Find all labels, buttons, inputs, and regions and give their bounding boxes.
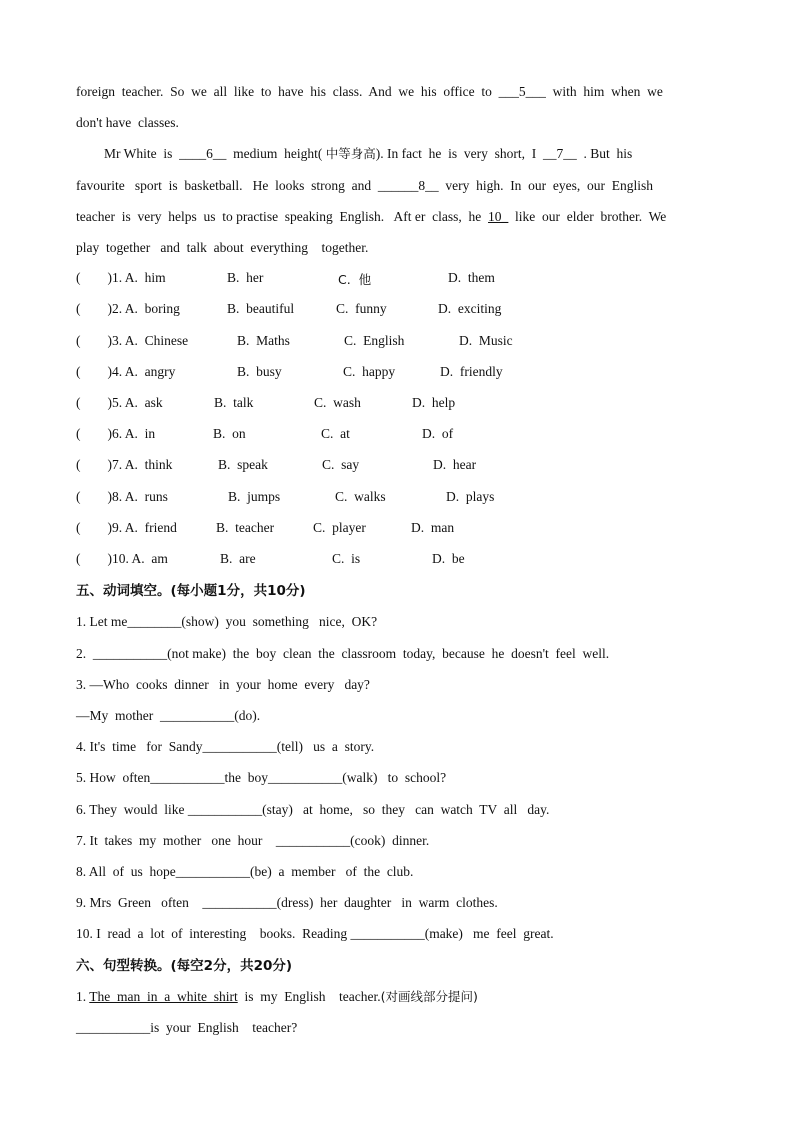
- choice-10-a: ( )10. A. am: [76, 551, 168, 566]
- section-5-item: 9. Mrs Green often ___________(dress) her daughter in warm clothes.: [76, 895, 498, 910]
- choice-5-c: C. wash: [314, 395, 361, 410]
- choice-9-d: D. man: [411, 520, 455, 535]
- passage-text: like our elder brother. We: [508, 209, 667, 224]
- choice-6-d: D. of: [422, 426, 454, 441]
- section-5-item: 4. It's time for Sandy___________(tell) us a story.: [76, 739, 375, 754]
- choice-6-c: C. at: [321, 426, 350, 441]
- passage-text: teacher is very helps us to practise speaking English. Aft er class, he: [76, 209, 489, 224]
- passage-line-5: [76, 208, 666, 226]
- blank-10: 10_: [488, 209, 509, 224]
- choice-4-b: B. busy: [237, 364, 282, 379]
- choice-8-a: ( )8. A. runs: [76, 489, 168, 504]
- choice-1-b: B. her: [227, 270, 264, 285]
- choice-9-c: C. player: [313, 520, 366, 535]
- section-5-item: 2. ___________(not make) the boy clean the classroom today, because he doesn't feel well.: [76, 646, 610, 661]
- choice-2-b: B. beautiful: [227, 301, 295, 316]
- passage-line-4: [76, 177, 653, 195]
- choice-9-b: B. teacher: [216, 520, 275, 535]
- passage-text: medium height(: [226, 146, 326, 161]
- blank-5: ___5___: [498, 84, 546, 99]
- section-5-item: 7. It takes my mother one hour ___________(cook) dinner.: [76, 833, 430, 848]
- choice-2-d: D. exciting: [438, 301, 502, 316]
- passage-text: Mr White is: [104, 146, 180, 161]
- section-5-item: 6. They would like ___________(stay) at home, so they can watch TV all day.: [76, 802, 550, 817]
- choice-4-d: D. friendly: [440, 364, 503, 379]
- choice-10-d: D. be: [432, 551, 465, 566]
- choice-9-a: ( )9. A. friend: [76, 520, 177, 535]
- section-6-answer-1: ___________is your English teacher?: [76, 1020, 298, 1035]
- blank-8: ______8__: [377, 178, 439, 193]
- choice-4-c: C. happy: [343, 364, 396, 379]
- section-5-heading: 五、动词填空。(每小题1分，共10分): [76, 583, 306, 599]
- section-5-item: 1. Let me________(show) you something nice, OK?: [76, 614, 378, 629]
- choice-7-c: C. say: [322, 457, 360, 472]
- choice-4-a: ( )4. A. angry: [76, 364, 176, 379]
- passage-text: favourite sport is basketball. He looks strong and: [76, 178, 378, 193]
- choice-6-a: ( )6. A. in: [76, 426, 156, 441]
- choice-7-d: D. hear: [433, 457, 477, 472]
- section-5-item: 3. —Who cooks dinner in your home every day?: [76, 677, 370, 692]
- passage-text: . But his: [576, 146, 633, 161]
- choice-5-a: ( )5. A. ask: [76, 395, 163, 410]
- passage-text: very high. In our eyes, our English: [438, 178, 654, 193]
- section-5-item: —My mother ___________(do).: [76, 708, 261, 723]
- choice-3-d: D. Music: [459, 333, 513, 348]
- question-text: is my English teacher.: [237, 989, 381, 1004]
- passage-text: foreign teacher. So we all like to have his class. And we his office to: [76, 84, 499, 99]
- choice-6-b: B. on: [213, 426, 246, 441]
- choice-2-a: ( )2. A. boring: [76, 301, 180, 316]
- choice-1-d: D. them: [448, 270, 495, 285]
- choice-3-a: ( )3. A. Chinese: [76, 333, 189, 348]
- passage-line-1: [76, 83, 663, 101]
- section-6-question-1: [76, 988, 478, 1006]
- chinese-note: 中等身高: [325, 146, 376, 161]
- choice-5-d: D. help: [412, 395, 456, 410]
- section-6-heading: 六、句型转换。(每空2分，共20分): [76, 958, 293, 974]
- passage-line-3: [104, 145, 632, 163]
- choice-1-c: C. 他: [338, 272, 372, 287]
- blank-7: __7__: [542, 146, 577, 161]
- choice-3-c: C. English: [344, 333, 405, 348]
- choice-8-d: D. plays: [446, 489, 495, 504]
- choice-10-c: C. is: [332, 551, 361, 566]
- choice-8-b: B. jumps: [228, 489, 281, 504]
- passage-line-6: play together and talk about everything together.: [76, 240, 369, 255]
- choice-2-c: C. funny: [336, 301, 387, 316]
- section-5-item: 10. I read a lot of interesting books. Reading ___________(make) me feel great.: [76, 926, 554, 941]
- passage-text: ). In fact he is very short, I: [375, 146, 543, 161]
- passage-text: with him when we: [545, 84, 663, 99]
- underlined-phrase: The man in a white shirt: [89, 989, 238, 1004]
- section-5-item: 5. How often___________the boy___________(walk) to school?: [76, 770, 447, 785]
- blank-6: ____6__: [179, 146, 227, 161]
- choice-8-c: C. walks: [335, 489, 386, 504]
- choice-7-a: ( )7. A. think: [76, 457, 173, 472]
- chinese-instruction: (对画线部分提问): [380, 989, 478, 1004]
- question-number: 1.: [76, 989, 90, 1004]
- choice-1-a: ( )1. A. him: [76, 270, 166, 285]
- section-5-item: 8. All of us hope___________(be) a member of the club.: [76, 864, 414, 879]
- choice-10-b: B. are: [220, 551, 256, 566]
- choice-3-b: B. Maths: [237, 333, 290, 348]
- choice-5-b: B. talk: [214, 395, 254, 410]
- choice-7-b: B. speak: [218, 457, 268, 472]
- passage-line-2: don't have classes.: [76, 115, 179, 130]
